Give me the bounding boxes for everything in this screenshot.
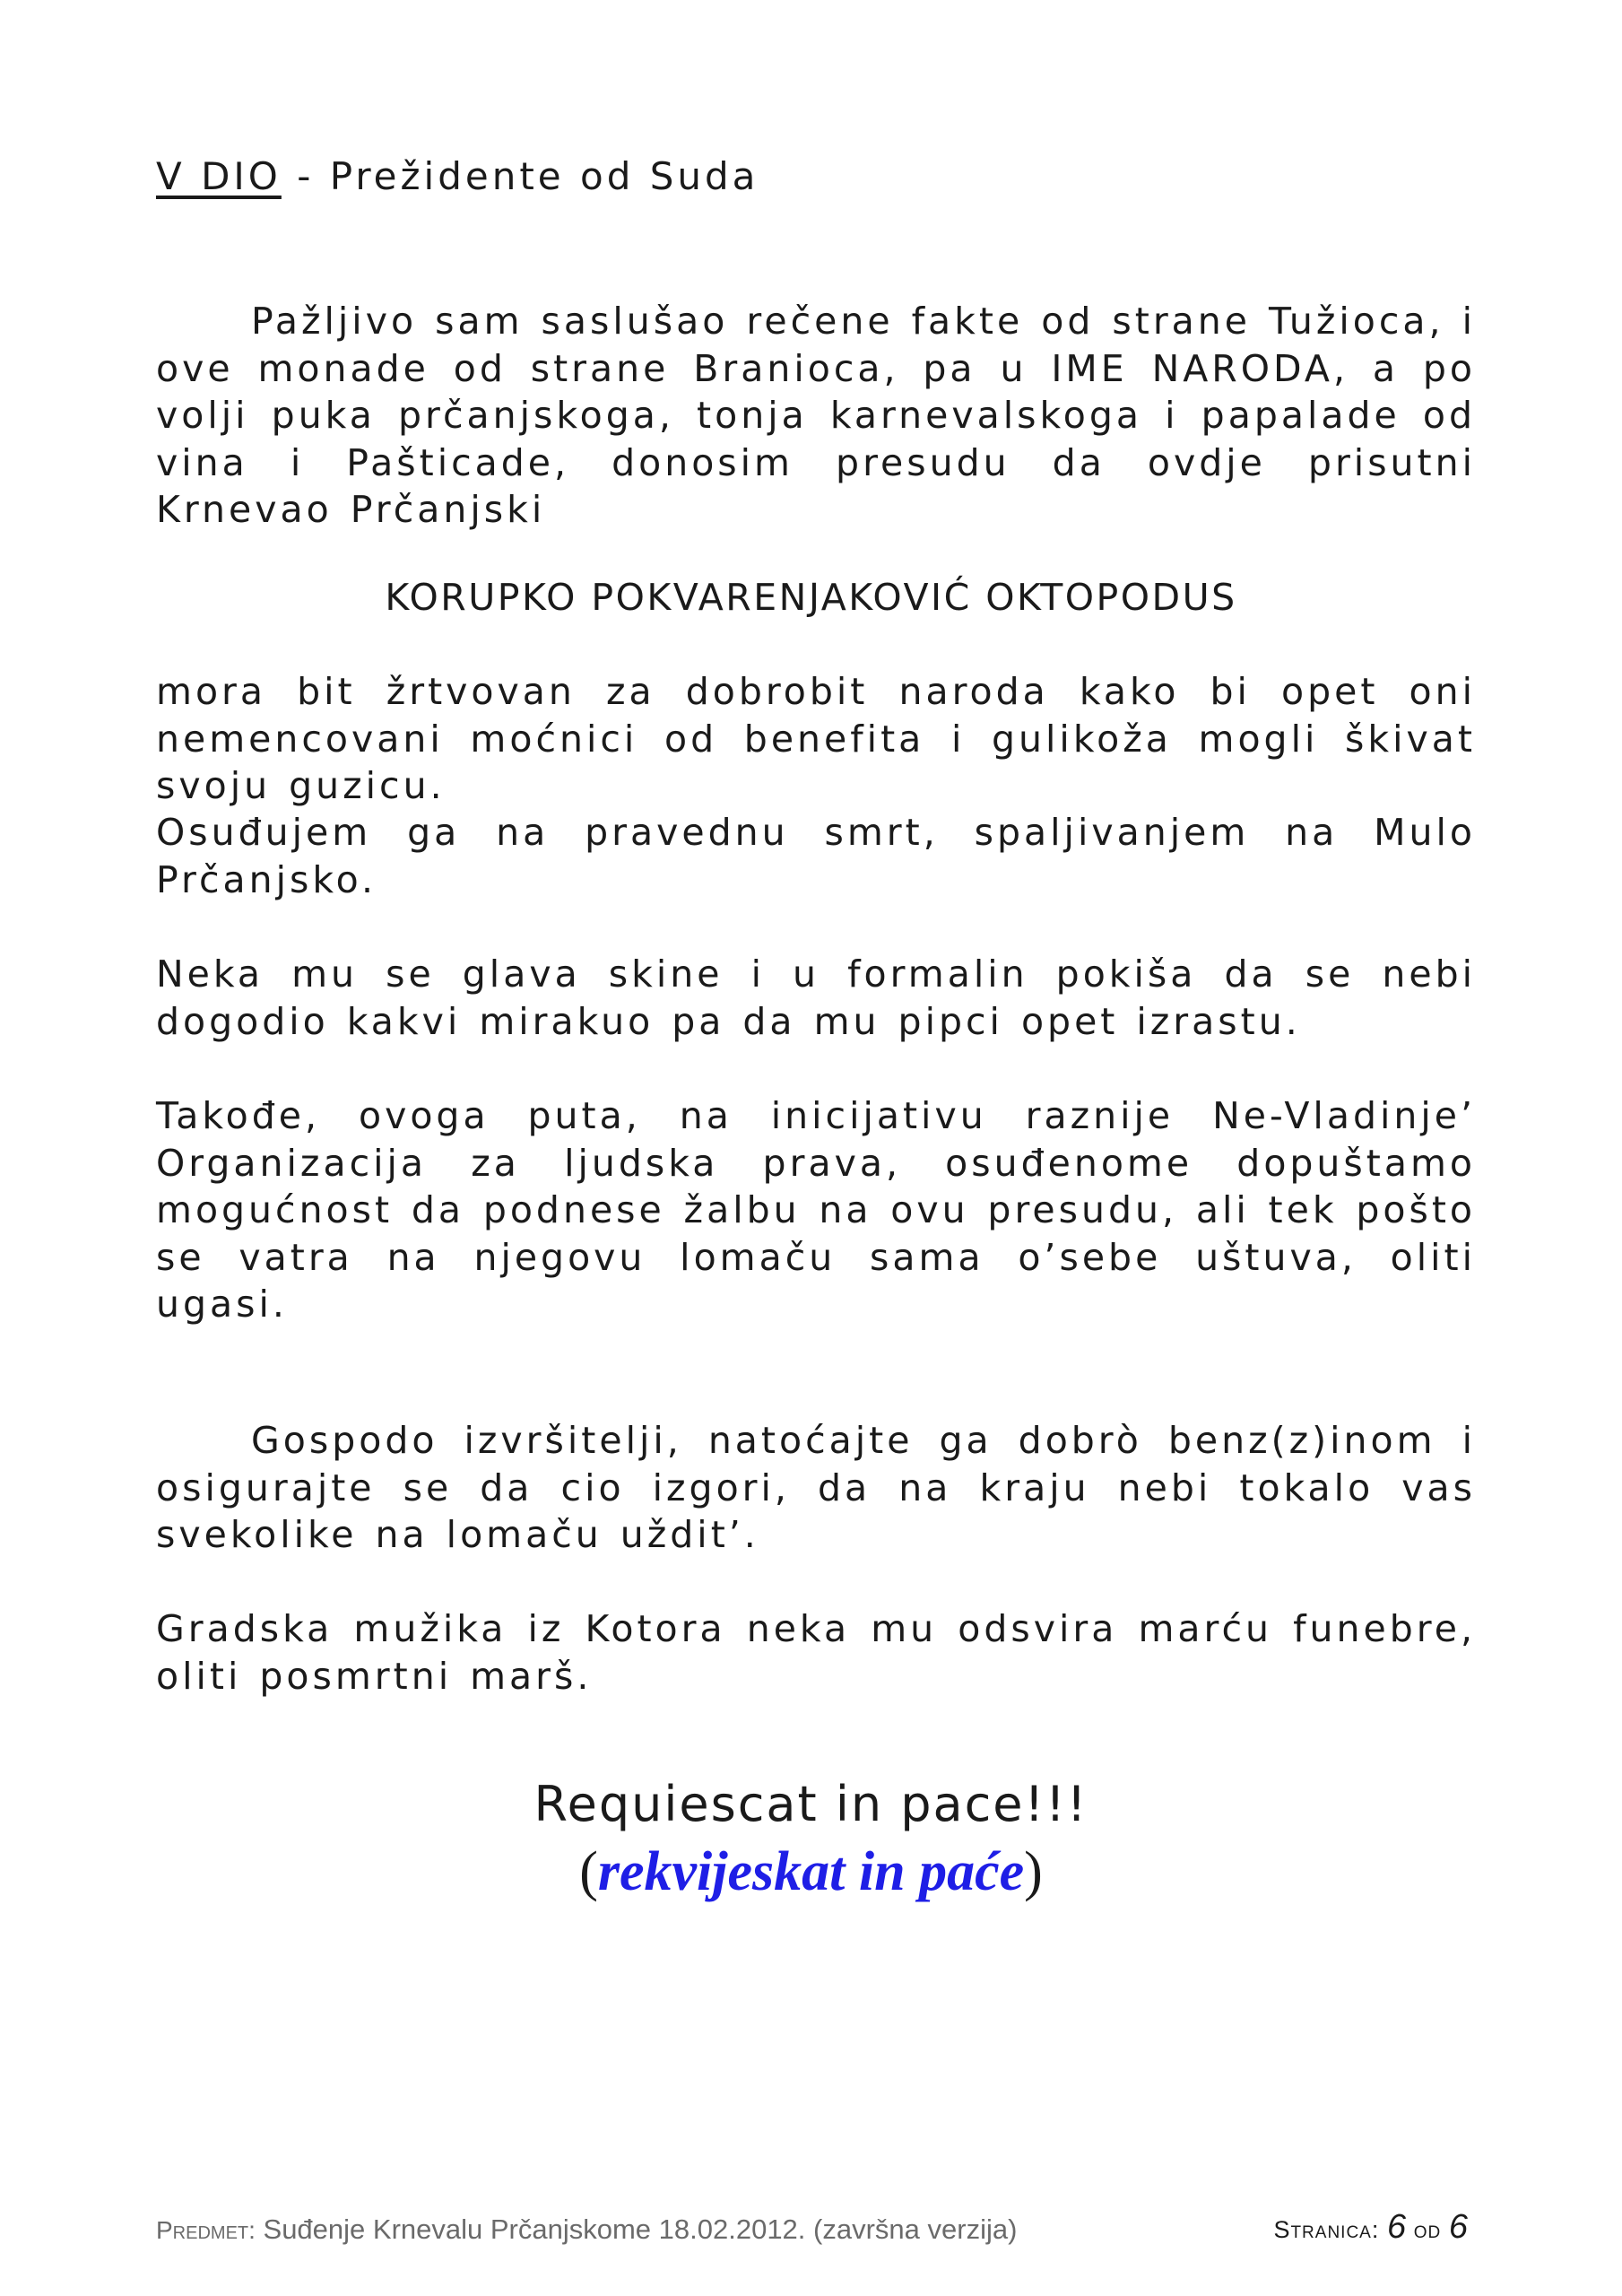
verdict-paragraph-sacrifice: mora bit žrtvovan za dobrobit naroda kako bi opet oni nemencovani moćnici od benefita i gulikoža mogli škivat svoju guzicu. [156,670,1476,807]
closing-latin: Requiescat in pace!!! [533,1776,1089,1832]
footer-subject-label: Predmet: [156,2216,256,2244]
section-title: - Prežidente od Suda [281,154,759,198]
pronunciation-text: rekvijeskat in paće [597,1841,1025,1902]
footer-page-total: 6 [1448,2208,1468,2246]
footer-subject [156,2213,1017,2246]
footer-page-current: 6 [1386,2208,1407,2246]
defendant-name: KORUPKO POKVARENJAKOVIĆ OKTOPODUS [385,576,1237,619]
verdict-paragraph-intro: Pažljivo sam saslušao rečene fakte od strane Tužioca, i ove monade od strane Branioca, pa u IME NARODA, a po volji puka prčanjskoga, tonja karnevalskoga i papalade od vina i Pašticade, donosim presudu da ovdje prisutni Krnevao Prčanjski [156,300,1476,531]
section-heading [156,154,759,198]
closing-pronunciation [0,1840,1622,1904]
footer-page-label: Stranica: [1273,2216,1380,2243]
verdict-paragraph-appeal: Takođe, ovoga puta, na inicijativu raznije Ne-Vladinje’ Organizacija za ljudska prava, osuđenome dopuštamo mogućnost da podnese žalbu na ovu presudu, ali tek pošto se vatra na njegovu lomaču sama o’sebe uštuva, oliti ugasi. [156,1094,1476,1326]
footer-subject-text: Suđenje Krnevalu Prčanjskome 18.02.2012. (završna verzija) [255,2213,1018,2245]
footer-page-number [1273,2208,1468,2247]
section-number: V DIO [156,154,282,198]
verdict-paragraph-head: Neka mu se glava skine i u formalin pokiša da se nebi dogodio kakvi mirakuo pa da mu pipci opet izrastu. [156,952,1476,1043]
footer-page-of: od [1413,2216,1442,2243]
verdict-paragraph-music: Gradska mužika iz Kotora neka mu odsvira marću funebre, oliti posmrtni marš. [156,1607,1476,1698]
close-paren: ) [1024,1841,1043,1902]
open-paren: ( [579,1841,598,1902]
verdict-paragraph-sentence: Osuđujem ga na pravednu smrt, spaljivanjem na Mulo Prčanjsko. [156,811,1476,901]
verdict-paragraph-executors: Gospodo izvršitelji, natoćajte ga dobrò benz(z)inom i osigurajte se da cio izgori, da na kraju nebi tokalo vas svekolike na lomaču uždit’. [156,1419,1476,1556]
